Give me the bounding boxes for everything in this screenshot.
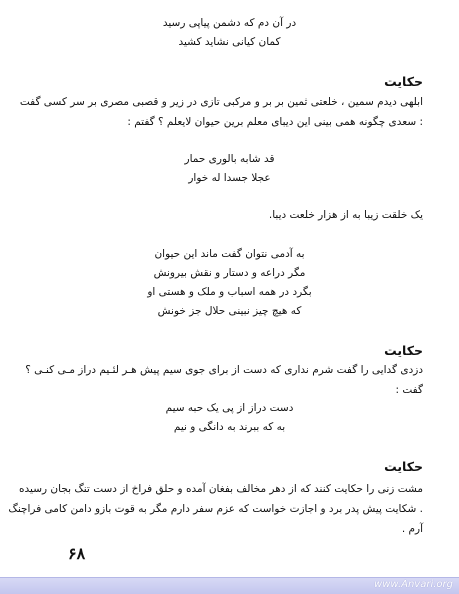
verse-line: به که ببرند به دانگی و نیم xyxy=(173,421,286,433)
section-heading: حکایت xyxy=(384,74,423,89)
section-heading: حکایت xyxy=(384,459,423,474)
section-prose xyxy=(19,92,423,132)
verse-block xyxy=(36,245,423,321)
prose-line: ابلهی دیدم سمین ، خلعتی ثمین بر بر و مرکبی تازی در زیر و قصبی مصری بر سر کسی گفت xyxy=(19,96,423,108)
prose-line: دزدی گدایی را گفت شرم نداری که دست از برای جوی سیم پیش هـر لئـیم دراز مـی کنـی ؟ xyxy=(25,364,423,376)
verse-line: در آن دم که دشمن پیاپی رسید xyxy=(162,17,297,29)
verse-block xyxy=(36,399,423,437)
verse-line: دست دراز از پی یک حبه سیم xyxy=(165,402,294,414)
verse-line: که هیچ چیز نبینی حلال جز خونش xyxy=(157,305,302,317)
footer-bar xyxy=(0,577,459,594)
section-prose xyxy=(25,360,423,400)
verse-line: عجلا جسدا له خوار xyxy=(188,172,271,184)
page-number: ۶۸ xyxy=(68,544,86,563)
verse-line: مگر دراعه و دستار و نقش بیرونش xyxy=(153,267,306,279)
prose-line: آرم . xyxy=(401,523,423,535)
section-heading: حکایت xyxy=(384,343,423,358)
verse-line: به آدمی نتوان گفت ماند این حیوان xyxy=(154,248,305,260)
watermark-text: www.Anvari.org xyxy=(374,579,453,590)
verse-line: بگرد در همه اسباب و ملک و هستی او xyxy=(147,286,312,298)
verse-line: کمان کیانی نشاید کشید xyxy=(178,36,281,48)
section-prose xyxy=(8,479,423,539)
verse-line: قد شابه بالوری حمار xyxy=(184,153,275,165)
prose-line: گفت : xyxy=(395,384,423,396)
verse-block xyxy=(36,150,423,188)
prose-line: . شکایت پیش پدر برد و اجازت خواست که عزم سفر دارم مگر به قوت بازو دامن کامی فراچنگ xyxy=(8,503,423,515)
opening-verse xyxy=(36,14,423,52)
prose-sentence: یک خلقت زیبا به از هزار خلعت دیبا. xyxy=(268,209,423,221)
prose-line: : سعدی چگونه همی بینی این دیبای معلم برین حیوان لایعلم ؟ گفتم : xyxy=(127,116,423,128)
prose-line: مشت زنی را حکایت کنند که از دهر مخالف بفغان آمده و حلق فراخ از دست تنگ بجان رسیده xyxy=(19,483,423,495)
